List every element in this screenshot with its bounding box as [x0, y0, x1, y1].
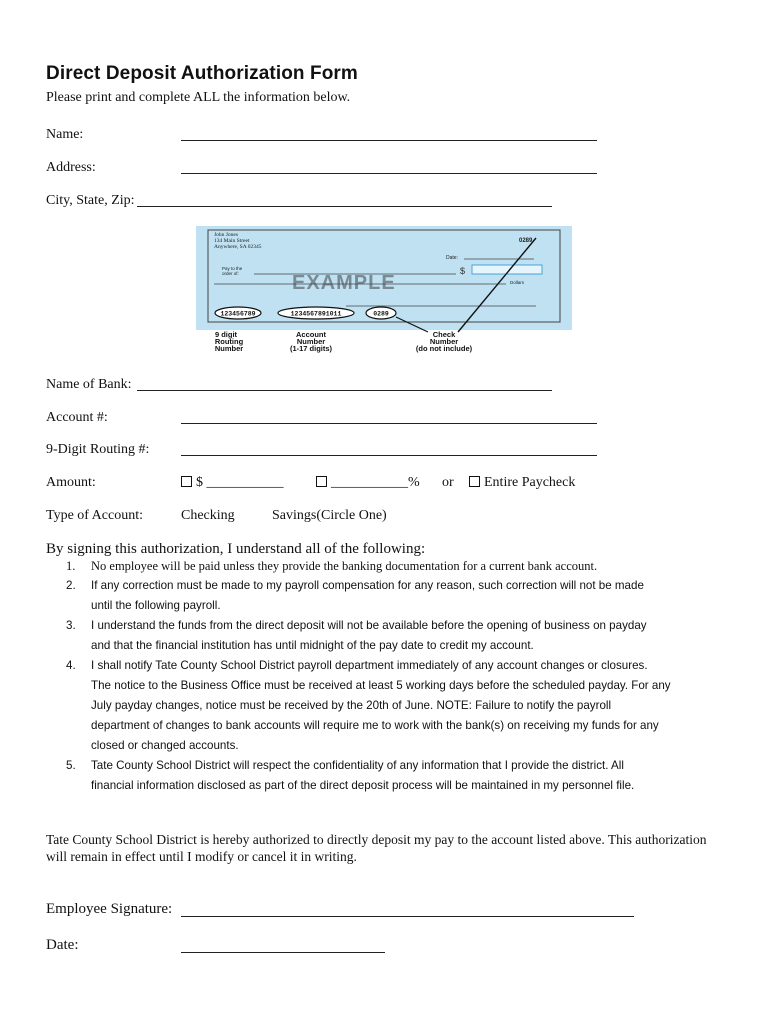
account-caption-line2: Number	[296, 337, 326, 346]
account-type-checking[interactable]: Checking	[181, 508, 235, 523]
bank-name-field[interactable]	[137, 390, 552, 391]
check-number-bottom: 0289	[373, 310, 389, 318]
city-state-zip-label: City, State, Zip:	[46, 193, 135, 208]
check-example-watermark: EXAMPLE	[292, 272, 396, 294]
terms-item-line: and that the financial institution has until midnight of the pay date to credit my account.	[91, 639, 534, 652]
account-number-field[interactable]	[181, 423, 597, 424]
terms-item-line: I understand the funds from the direct deposit will not be available before the opening of business on payday	[91, 619, 647, 632]
terms-item-line: If any correction must be made to my payroll compensation for any reason, such correction will not be made	[91, 579, 644, 592]
terms-list	[66, 556, 736, 796]
routing-caption-line3: Number	[214, 344, 244, 353]
terms-item-line: financial information disclosed as part of the direct deposit process will be maintained in my personnel file.	[91, 779, 635, 792]
check-payer-street: 134 Main Street	[214, 238, 250, 244]
page-title: Direct Deposit Authorization Form	[46, 63, 358, 84]
city-state-zip-field[interactable]	[137, 206, 552, 207]
account-type-label: Type of Account:	[46, 508, 143, 523]
check-caption-line2: Number	[429, 337, 459, 346]
routing-number-field[interactable]	[181, 455, 597, 456]
amount-percent-option	[316, 475, 420, 491]
amount-percent-text: ___________%	[331, 475, 420, 490]
check-order-of-label: order of:	[222, 271, 239, 276]
terms-item-line: The notice to the Business Office must be received at least 5 working days before the scheduled payday. For any	[91, 679, 671, 692]
amount-dollar-checkbox[interactable]	[181, 476, 192, 487]
terms-item	[66, 616, 736, 656]
authorization-line-1: Tate County School District is hereby authorized to directly deposit my pay to the account listed above. This authorization	[46, 832, 707, 847]
terms-item-number: 2.	[66, 579, 76, 592]
address-label: Address:	[46, 160, 96, 175]
terms-item-line: Tate County School District will respect the confidentiality of any information that I provide the district. All	[91, 759, 624, 772]
terms-item-line: No employee will be paid unless they provide the banking documentation for a current bank account.	[91, 559, 598, 573]
amount-dollar-option	[181, 475, 284, 491]
address-field[interactable]	[181, 173, 597, 174]
date-field[interactable]	[181, 952, 385, 953]
amount-entire-text: Entire Paycheck	[484, 475, 576, 490]
terms-item	[66, 656, 736, 756]
amount-entire-option	[469, 475, 575, 491]
amount-dollar-text: $ ___________	[196, 475, 284, 490]
routing-caption-line2: Routing	[214, 337, 244, 346]
name-field[interactable]	[181, 140, 597, 141]
amount-or-text: or	[442, 475, 454, 490]
terms-item-line: department of changes to bank accounts will require me to work with the bank(s) on receiving my funds for any	[91, 719, 659, 732]
example-check-image	[196, 226, 572, 356]
form-instructions: Please print and complete ALL the information below.	[46, 90, 351, 105]
terms-item-number: 4.	[66, 659, 76, 672]
terms-item-number: 3.	[66, 619, 76, 632]
terms-item-line: July payday changes, notice must be received by the 20th of June. NOTE: Failure to notify the payroll	[91, 699, 612, 712]
date-label: Date:	[46, 937, 79, 953]
terms-item	[66, 756, 736, 796]
employee-signature-label: Employee Signature:	[46, 901, 173, 917]
terms-item	[66, 556, 736, 576]
terms-item-line: closed or changed accounts.	[91, 739, 239, 752]
routing-caption-line1: 9 digit	[214, 330, 238, 339]
check-account-number: 1234567891011	[290, 310, 342, 318]
account-caption-line1: Account	[296, 330, 326, 339]
check-dollar-sign: $	[460, 266, 466, 276]
check-payer-name: John Jones	[214, 232, 238, 238]
check-number-top: 0289	[519, 238, 533, 244]
terms-item-line: I shall notify Tate County School District payroll department immediately of any account changes or closures.	[91, 659, 648, 672]
amount-percent-checkbox[interactable]	[316, 476, 327, 487]
account-caption-line3: (1-17 digits)	[289, 344, 333, 353]
check-caption-line3: (do not include)	[415, 344, 473, 353]
terms-item-line: until the following payroll.	[91, 599, 221, 612]
check-pay-to-label: Pay to the	[222, 266, 243, 271]
terms-item-number: 5.	[66, 759, 76, 772]
terms-item-number: 1.	[66, 559, 76, 573]
bank-name-label: Name of Bank:	[46, 377, 132, 392]
check-routing-number: 123456789	[220, 310, 256, 318]
authorization-line-2: will remain in effect until I modify or cancel it in writing.	[46, 849, 357, 864]
amount-label: Amount:	[46, 475, 96, 490]
amount-entire-checkbox[interactable]	[469, 476, 480, 487]
terms-intro: By signing this authorization, I understand all of the following:	[46, 541, 426, 557]
account-type-savings[interactable]: Savings(Circle One)	[272, 508, 387, 523]
account-number-label: Account #:	[46, 410, 108, 425]
check-dollars-label: Dollars	[510, 280, 525, 285]
check-date-label: Date:	[446, 255, 458, 261]
check-payer-city: Anywhere, SA 02345	[214, 244, 262, 250]
routing-number-label: 9-Digit Routing #:	[46, 442, 150, 457]
name-label: Name:	[46, 127, 84, 142]
terms-item	[66, 576, 736, 616]
employee-signature-field[interactable]	[181, 916, 634, 917]
check-caption-line1: Check	[432, 330, 456, 339]
